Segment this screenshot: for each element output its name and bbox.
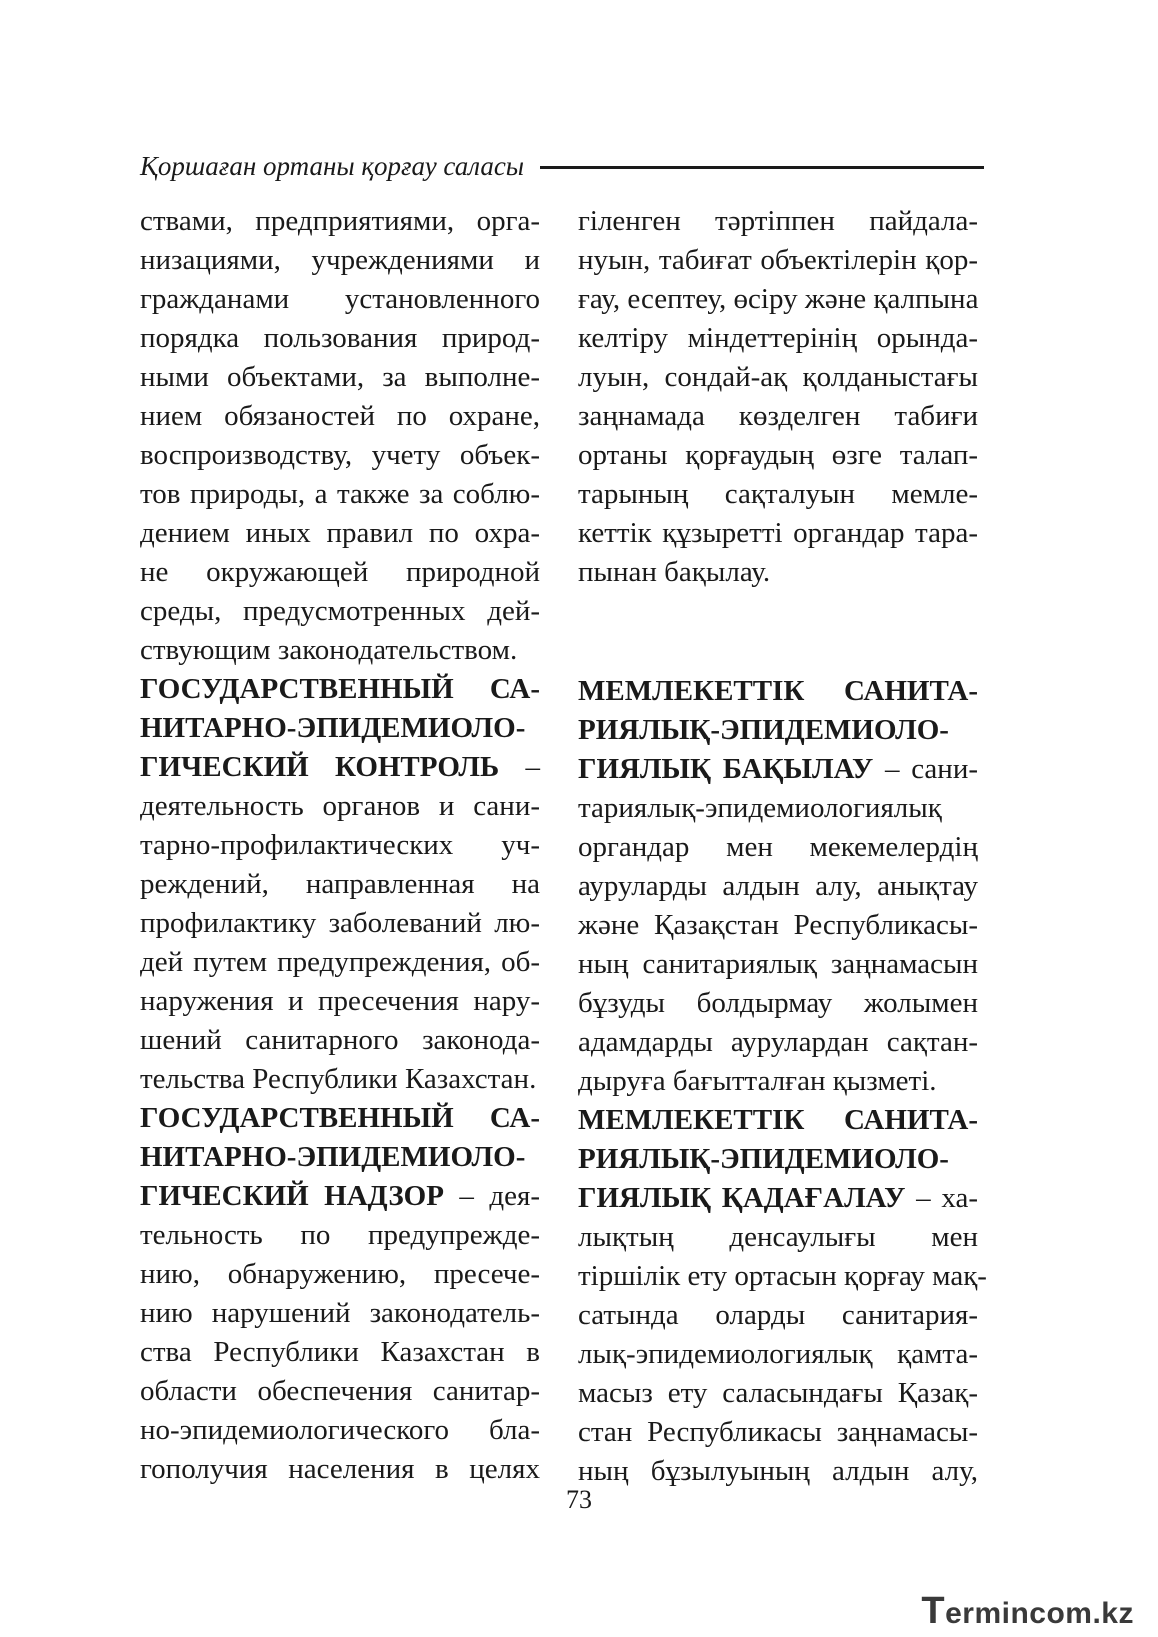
text-line: пынан бақылау. <box>578 556 771 588</box>
text-line: заңнамада көзделген табиғи <box>578 400 978 432</box>
text-line: лықтың денсаулығы мен <box>578 1221 978 1253</box>
text-line: бұзуды болдырмау жолымен <box>578 987 978 1019</box>
text-line: келтіру міндеттерінің орында- <box>578 322 978 354</box>
entry-memlekettik-sanitary-bakylau <box>578 672 978 1101</box>
text-line: порядка пользования природ- <box>140 322 540 354</box>
text-line: ның бұзылуының алдын алу, <box>578 1455 978 1487</box>
text-line: тарының сақталуын мемле- <box>578 478 978 510</box>
term-dash: – сани- <box>873 753 978 785</box>
text-line: масыз ету саласындағы Қазақ- <box>578 1377 978 1409</box>
text-line: сатында оларды санитария- <box>578 1299 978 1331</box>
text-line: тов природы, а также за соблю- <box>140 478 540 510</box>
term-heading-line: ГОСУДАРСТВЕННЫЙ СА- <box>140 673 540 705</box>
text-line: нуын, табиғат объектілерін қор- <box>578 244 978 276</box>
text-line: және Қазақстан Республикасы- <box>578 909 978 941</box>
left-column <box>140 202 540 1489</box>
watermark-text: erminc <box>945 1597 1047 1630</box>
text-line: наружения и пресечения нару- <box>140 985 540 1017</box>
term-heading-last-line <box>578 1179 978 1218</box>
term-heading-last-line <box>140 748 540 787</box>
text-line: гіленген тәртіппен пайдала- <box>578 205 978 237</box>
term-heading-line: НИТАРНО-ЭПИДЕМИОЛО- <box>140 712 526 744</box>
text-line: ғау, есептеу, өсіру және қалпына <box>578 283 979 315</box>
term-heading-line: МЕМЛЕКЕТТІК САНИТА- <box>578 1104 978 1136</box>
term-dash: – <box>499 751 541 783</box>
text-line: тіршілік ету ортасын қорғау мақ- <box>578 1260 987 1292</box>
text-line: тельства Республики Казахстан. <box>140 1063 537 1095</box>
text-line: тариялық-эпидемиологиялық <box>578 792 942 824</box>
text-line: профилактику заболеваний лю- <box>140 907 540 939</box>
text-line: дением иных правил по охра- <box>140 517 540 549</box>
header-rule <box>540 166 984 169</box>
text-line: ствующим законодательством. <box>140 634 518 666</box>
text-line: но-эпидемиологического бла- <box>140 1414 540 1446</box>
text-line: кеттік құзыретті органдар тара- <box>578 517 978 549</box>
watermark-letter: T <box>921 1590 946 1632</box>
running-header-title: Қоршаған ортаны қорғау саласы <box>140 150 525 181</box>
column-gap <box>578 592 978 632</box>
text-line: тельность по предупрежде- <box>140 1219 540 1251</box>
text-line: гополучия населения в целях <box>140 1453 540 1485</box>
term-heading-line: НИТАРНО-ЭПИДЕМИОЛО- <box>140 1141 526 1173</box>
text-line: нию нарушений законодатель- <box>140 1297 540 1329</box>
termincom-watermark-logo <box>921 1590 1134 1633</box>
left-block-continuation <box>140 202 540 670</box>
text-line: гражданами установленного <box>140 283 540 315</box>
term-heading-text: ГИЯЛЫҚ БАҚЫЛАУ <box>578 753 874 785</box>
text-line: дей путем предупреждения, об- <box>140 946 540 978</box>
text-line: ауруларды алдын алу, анықтау <box>578 870 978 902</box>
column-gap <box>578 632 978 672</box>
text-line: не окружающей природной <box>140 556 540 588</box>
term-dash: – ха- <box>905 1182 978 1214</box>
term-heading-line: МЕМЛЕКЕТТІК САНИТА- <box>578 675 978 707</box>
entry-state-sanitary-control <box>140 670 540 1099</box>
term-heading-last-line <box>140 1177 540 1216</box>
text-line: шений санитарного законода- <box>140 1024 540 1056</box>
text-line: луын, сондай-ақ қолданыстағы <box>578 361 978 393</box>
text-line: нием обязаностей по охране, <box>140 400 540 432</box>
text-line: реждений, направленная на <box>140 868 540 900</box>
text-line: адамдарды аурулардан сақтан- <box>578 1026 978 1058</box>
text-line: ными объектами, за выполне- <box>140 361 540 393</box>
text-line: нию, обнаружению, пресече- <box>140 1258 540 1290</box>
text-line: области обеспечения санитар- <box>140 1375 540 1407</box>
right-column <box>578 202 987 1491</box>
text-line: ства Республики Казахстан в <box>140 1336 540 1368</box>
term-heading-line: РИЯЛЫҚ-ЭПИДЕМИОЛО- <box>578 1143 949 1175</box>
term-heading-text: ГИЯЛЫҚ ҚАДАҒАЛАУ <box>578 1182 906 1214</box>
text-line: низациями, учреждениями и <box>140 244 540 276</box>
term-heading-last-line <box>578 750 978 789</box>
running-header <box>140 148 984 184</box>
text-line: дыруға бағытталған қызметі. <box>578 1065 937 1097</box>
term-dash: – дея- <box>443 1180 540 1212</box>
entry-state-sanitary-supervision <box>140 1099 540 1489</box>
text-line: воспроизводству, учету объек- <box>140 439 540 471</box>
text-line: лық-эпидемиологиялық қамта- <box>578 1338 978 1370</box>
text-line: ортаны қорғаудың өзге талап- <box>578 439 978 471</box>
term-heading-line: РИЯЛЫҚ-ЭПИДЕМИОЛО- <box>578 714 949 746</box>
page-number: 73 <box>566 1485 592 1514</box>
watermark-o: o <box>1046 1597 1066 1630</box>
entry-memlekettik-sanitary-kadagalau <box>578 1101 987 1491</box>
text-line: тарно-профилактических уч- <box>140 829 540 861</box>
text-line: среды, предусмотренных дей- <box>140 595 540 627</box>
text-line: ның санитариялық заңнамасын <box>578 948 978 980</box>
term-heading-text: ГИЧЕСКИЙ НАДЗОР <box>140 1180 444 1212</box>
text-line: органдар мен мекемелердің <box>578 831 978 863</box>
watermark-domain: m.kz <box>1065 1597 1134 1630</box>
term-heading-text: ГИЧЕСКИЙ КОНТРОЛЬ <box>140 751 500 783</box>
term-heading-line: ГОСУДАРСТВЕННЫЙ СА- <box>140 1102 540 1134</box>
right-block-continuation <box>578 202 978 672</box>
text-line: деятельность органов и сани- <box>140 790 540 822</box>
text-line: ствами, предприятиями, орга- <box>140 205 540 237</box>
text-line: стан Республикасы заңнамасы- <box>578 1416 978 1448</box>
